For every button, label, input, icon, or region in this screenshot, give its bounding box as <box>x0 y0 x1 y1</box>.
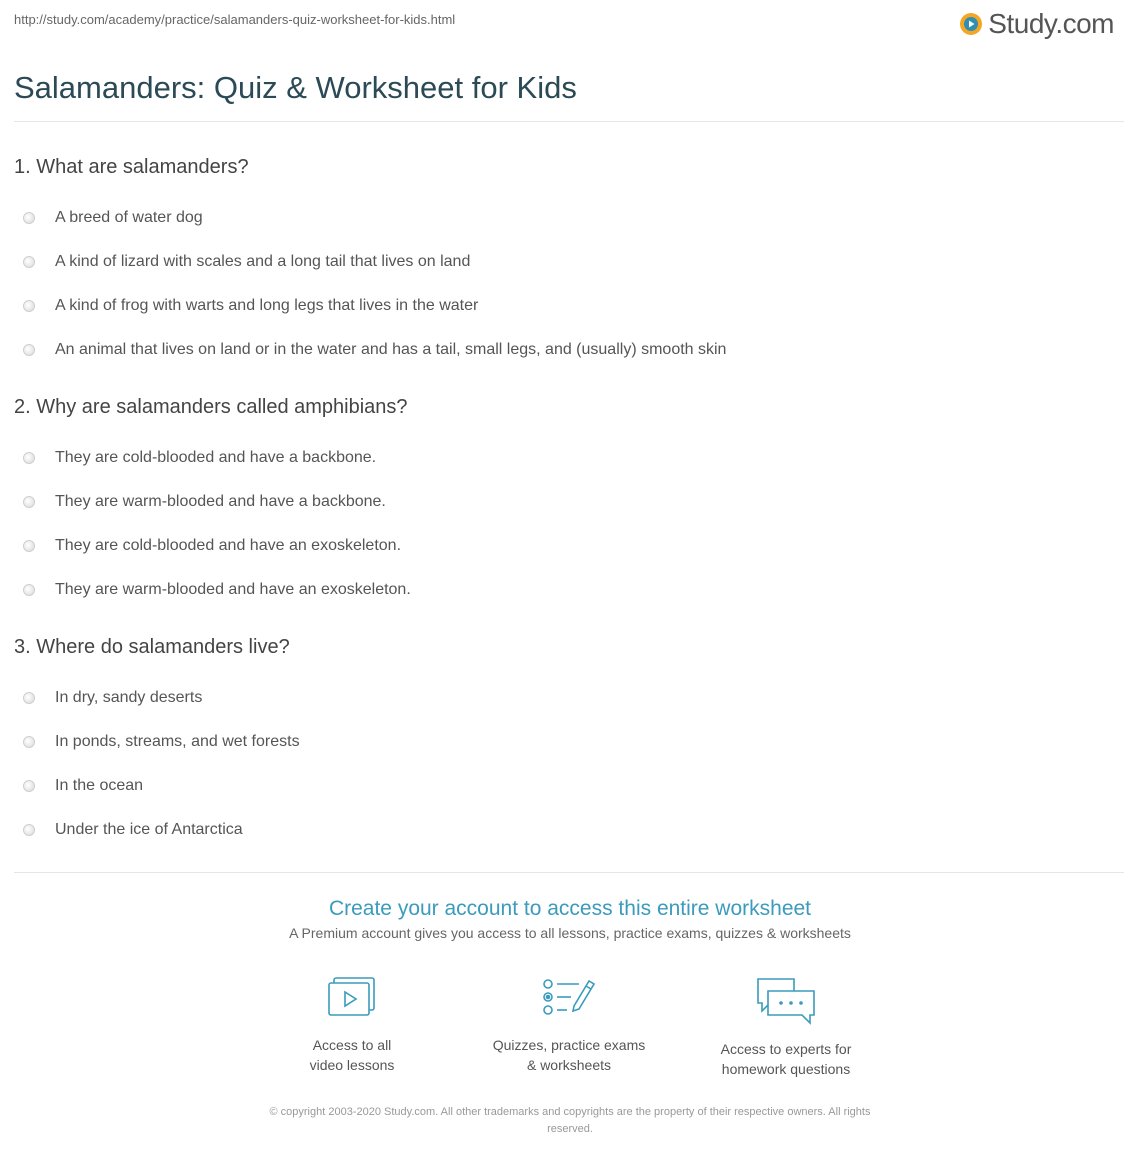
answer-option[interactable] <box>14 720 1124 764</box>
answer-label: A breed of water dog <box>55 209 203 226</box>
answer-option[interactable] <box>14 524 1124 568</box>
video-lessons-icon <box>325 975 379 1021</box>
cta-title-link[interactable]: Create your account to access this entire worksheet <box>328 897 812 920</box>
answer-option[interactable] <box>14 480 1124 524</box>
answer-label: In ponds, streams, and wet forests <box>55 733 300 750</box>
feature-label-line1: Access to experts for <box>720 1041 852 1057</box>
radio-button[interactable] <box>23 540 35 552</box>
answer-label: A kind of lizard with scales and a long tail that lives on land <box>55 253 471 270</box>
question-title: 3. Where do salamanders live? <box>14 636 290 658</box>
answer-label: They are cold-blooded and have a backbone. <box>55 449 377 466</box>
feature-label-line2: & worksheets <box>526 1057 612 1073</box>
answer-option[interactable] <box>14 240 1124 284</box>
feature-label-line2: video lessons <box>309 1057 395 1073</box>
radio-button[interactable] <box>23 824 35 836</box>
study-logo[interactable] <box>958 8 1114 40</box>
question-title: 1. What are salamanders? <box>14 156 249 178</box>
answer-label: Under the ice of Antarctica <box>55 821 243 838</box>
answer-options <box>14 436 1124 612</box>
radio-button[interactable] <box>23 584 35 596</box>
feature-list <box>0 975 1140 1085</box>
answer-option[interactable] <box>14 436 1124 480</box>
radio-button[interactable] <box>23 496 35 508</box>
feature-video-lessons <box>252 975 452 1075</box>
copyright-line2: reserved. <box>547 1123 593 1135</box>
radio-button[interactable] <box>23 256 35 268</box>
answer-label: In the ocean <box>55 777 144 794</box>
feature-experts <box>686 975 886 1079</box>
radio-button[interactable] <box>23 212 35 224</box>
signup-cta <box>0 895 1140 941</box>
answer-option[interactable] <box>14 328 1124 372</box>
expert-chat-icon <box>754 975 818 1025</box>
cta-subtitle: A Premium account gives you access to all lessons, practice exams, quizzes & worksheets <box>289 925 851 941</box>
radio-button[interactable] <box>23 300 35 312</box>
question-1 <box>14 152 1124 372</box>
logo-text: Study.com <box>988 8 1114 39</box>
radio-button[interactable] <box>23 736 35 748</box>
copyright-line1: © copyright 2003-2020 Study.com. All other trademarks and copyrights are the property of their respective owners. All rights <box>269 1106 871 1118</box>
page-url: http://study.com/academy/practice/salamanders-quiz-worksheet-for-kids.html <box>14 12 456 27</box>
answer-label: They are warm-blooded and have a backbone. <box>55 493 386 510</box>
feature-label-line2: homework questions <box>721 1061 851 1077</box>
answer-label: They are warm-blooded and have an exoskeleton. <box>55 581 411 598</box>
answer-option[interactable] <box>14 764 1124 808</box>
feature-label-line1: Access to all <box>312 1037 392 1053</box>
top-bar <box>14 0 1124 56</box>
answer-label: An animal that lives on land or in the water and has a tail, small legs, and (usually) smooth skin <box>55 341 727 358</box>
quiz-checklist-icon <box>541 975 597 1021</box>
title-divider <box>14 121 1124 122</box>
feature-label-line1: Quizzes, practice exams <box>492 1037 646 1053</box>
page-title: Salamanders: Quiz & Worksheet for Kids <box>14 70 577 105</box>
answer-label: They are cold-blooded and have an exoskeleton. <box>55 537 402 554</box>
radio-button[interactable] <box>23 452 35 464</box>
answer-option[interactable] <box>14 196 1124 240</box>
answer-option[interactable] <box>14 676 1124 720</box>
answer-label: A kind of frog with warts and long legs that lives in the water <box>55 297 479 314</box>
feature-quizzes <box>469 975 669 1075</box>
answer-label: In dry, sandy deserts <box>55 689 203 706</box>
answer-option[interactable] <box>14 808 1124 852</box>
radio-button[interactable] <box>23 692 35 704</box>
answer-option[interactable] <box>14 568 1124 612</box>
copyright-notice <box>210 1104 930 1138</box>
answer-option[interactable] <box>14 284 1124 328</box>
question-title: 2. Why are salamanders called amphibians? <box>14 396 408 418</box>
answer-options <box>14 196 1124 372</box>
radio-button[interactable] <box>23 780 35 792</box>
section-divider <box>14 872 1124 873</box>
question-3 <box>14 632 1124 852</box>
answer-options <box>14 676 1124 852</box>
radio-button[interactable] <box>23 344 35 356</box>
play-circle-icon <box>958 11 984 37</box>
question-2 <box>14 392 1124 612</box>
